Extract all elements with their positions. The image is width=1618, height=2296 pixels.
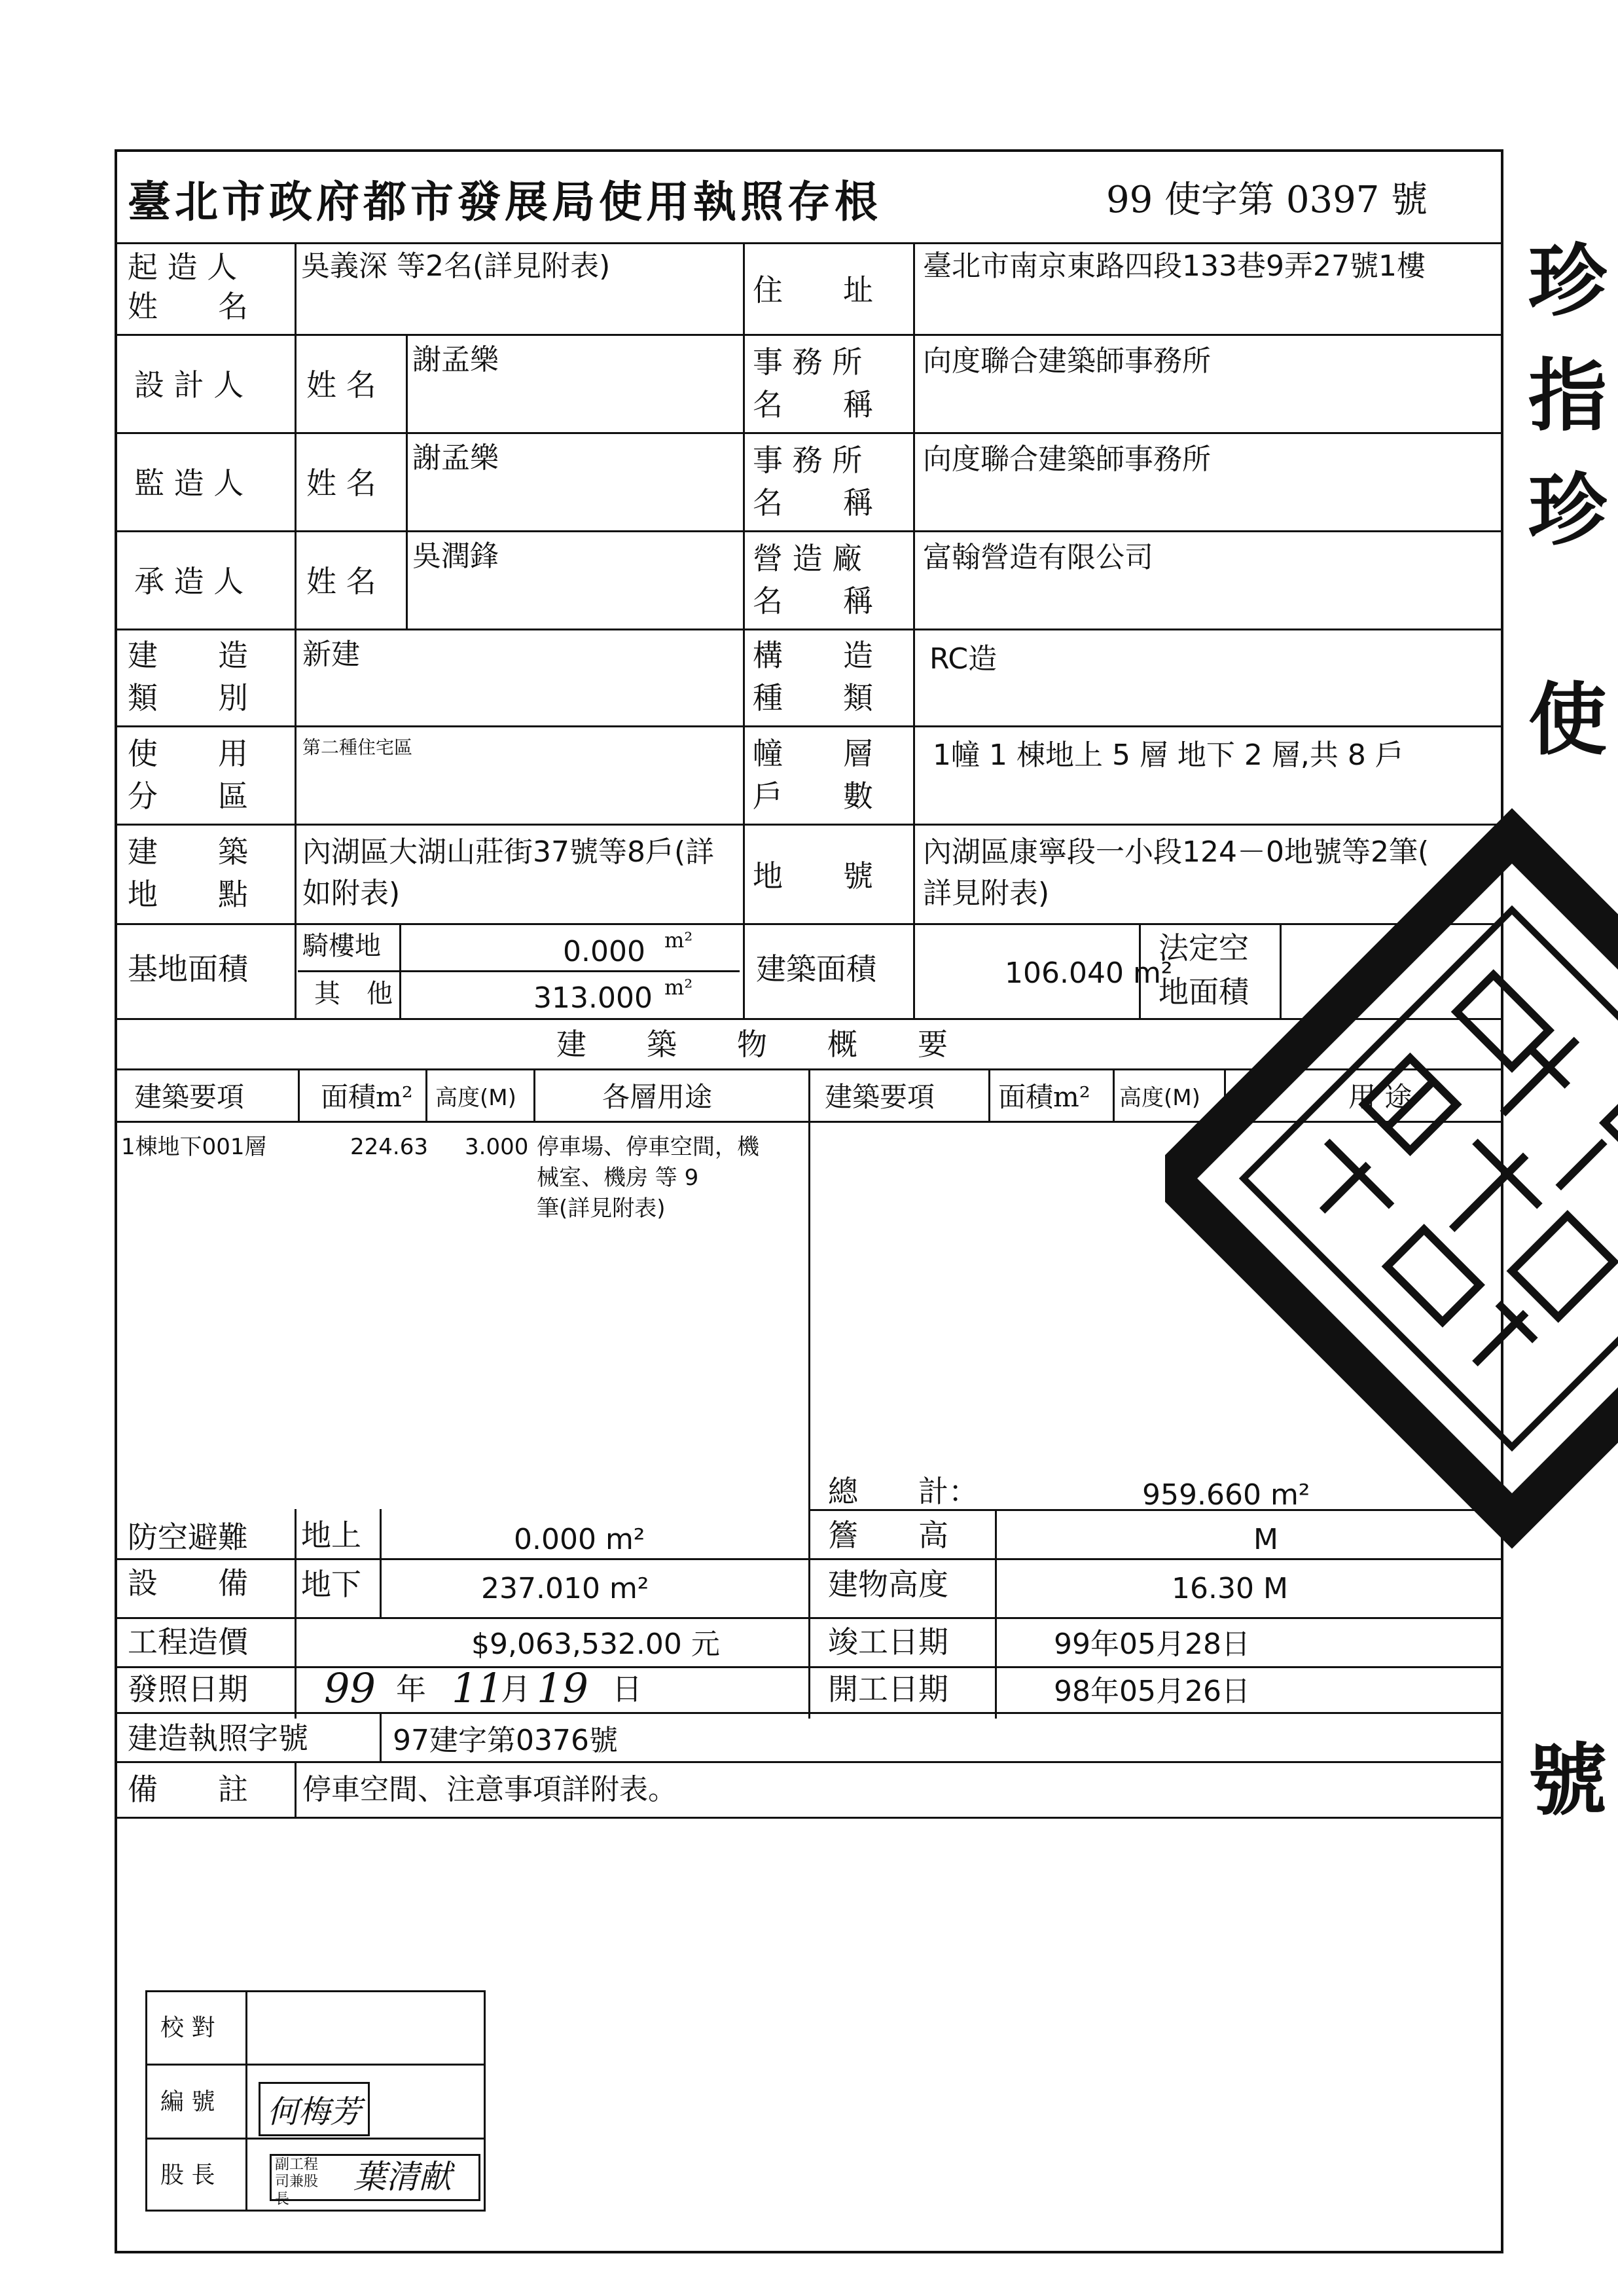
cost-value: $9,063,532.00 元 xyxy=(471,1628,720,1661)
item-use-3: 筆(詳見附表) xyxy=(537,1195,666,1222)
col-area-2: 面積m² xyxy=(998,1081,1090,1113)
eave-value: M xyxy=(1253,1523,1278,1556)
official-seal-stamp xyxy=(1165,773,1618,1584)
col-use: 各層用途 xyxy=(602,1081,713,1113)
building-permit-label: 建造執照字號 xyxy=(128,1721,308,1756)
zoning-label2: 分 區 xyxy=(128,778,248,814)
building-height-value: 16.30 M xyxy=(1172,1572,1288,1605)
side-char-3: 珍 xyxy=(1528,464,1607,556)
structure-label2: 種 類 xyxy=(753,680,873,716)
build-area-label: 建築面積 xyxy=(756,951,876,987)
col-height: 高度(M) xyxy=(435,1085,516,1111)
issue-day-char: 日 xyxy=(612,1671,642,1707)
floors-label2: 戶 數 xyxy=(753,778,873,814)
chief-title: 副工程司兼股長 xyxy=(275,2157,319,2208)
issue-month: 11 xyxy=(452,1664,503,1712)
col-item-2: 建築要項 xyxy=(825,1081,935,1113)
zoning-value: 第二種住宅區 xyxy=(302,737,413,758)
designer-firm-label2: 名 稱 xyxy=(753,387,873,422)
other-value: 313.000 xyxy=(533,981,653,1015)
eave-label: 簷 高 xyxy=(828,1518,948,1553)
item-use-1: 停車場、停車空間，機 xyxy=(537,1134,759,1160)
col-area: 面積m² xyxy=(321,1081,413,1113)
build-type-label2: 類 別 xyxy=(128,680,248,716)
number-stamp: 何梅芳 xyxy=(259,2082,370,2136)
zoning-label: 使 用 xyxy=(128,736,248,771)
floors-value: 1幢 1 棟地上 5 層 地下 2 層,共 8 戶 xyxy=(933,738,1404,772)
chief-stamp: 葉清献 xyxy=(353,2158,452,2196)
applicant-label: 起 造 人 xyxy=(128,249,238,285)
location-value-1: 內湖區大湖山莊街37號等8戶(詳 xyxy=(302,835,715,869)
item-use-2: 械室、機房 等 9 xyxy=(537,1165,699,1191)
side-char-4: 使 xyxy=(1528,674,1607,766)
total-label: 總 計： xyxy=(828,1474,979,1509)
address-label: 住 址 xyxy=(753,272,873,308)
designer-name: 謝孟樂 xyxy=(412,343,499,376)
lot-value-2: 詳見附表) xyxy=(923,877,1050,910)
permit-number: 99 使字第 0397 號 xyxy=(1106,179,1428,221)
location-label2: 地 點 xyxy=(128,877,248,912)
structure-label: 構 造 xyxy=(753,638,873,673)
lot-label: 地 號 xyxy=(753,858,873,894)
supervisor-firm: 向度聯合建築師事務所 xyxy=(923,443,1211,476)
document-title: 臺北市政府都市發展局使用執照存根 xyxy=(128,176,882,227)
other-label: 其 他 xyxy=(314,979,393,1009)
supervisor-firm-label: 事 務 所 xyxy=(753,443,863,478)
below-ground-label: 地下 xyxy=(301,1567,361,1602)
designer-name-label: 姓 名 xyxy=(306,367,376,403)
contractor-firm: 富翰營造有限公司 xyxy=(923,541,1153,574)
build-type-label: 建 造 xyxy=(128,638,248,673)
item-height: 3.000 xyxy=(465,1134,529,1160)
supervisor-name: 謝孟樂 xyxy=(412,441,499,475)
supervisor-label: 監 造 人 xyxy=(134,465,244,501)
col-use-2: 用 途 xyxy=(1348,1081,1412,1113)
item-name: 1棟地下001層 xyxy=(121,1134,267,1160)
check-label: 校 對 xyxy=(160,2014,215,2041)
location-label: 建 築 xyxy=(128,834,248,869)
location-value-2: 如附表) xyxy=(302,877,401,910)
supervisor-name-label: 姓 名 xyxy=(306,465,376,501)
complete-date-value: 99年05月28日 xyxy=(1054,1628,1250,1661)
open-space-label: 法定空 xyxy=(1159,930,1249,966)
build-type-value: 新建 xyxy=(302,638,360,671)
site-area-label: 基地面積 xyxy=(128,951,248,987)
open-space-label2: 地面積 xyxy=(1159,974,1249,1010)
complete-date-label: 竣工日期 xyxy=(828,1624,948,1660)
contractor-firm-label: 營 造 廠 xyxy=(753,541,863,576)
above-ground-value: 0.000 m² xyxy=(514,1523,645,1556)
lot-value-1: 內湖區康寧段一小段124－0地號等2筆( xyxy=(923,835,1429,869)
summary-title: 建 築 物 概 要 xyxy=(556,1027,948,1062)
floors-label: 幢 層 xyxy=(753,736,873,771)
item-area: 224.63 xyxy=(350,1134,428,1160)
note-value: 停車空間、注意事項詳附表。 xyxy=(302,1773,677,1806)
designer-firm-label: 事 務 所 xyxy=(753,344,863,380)
col-item: 建築要項 xyxy=(134,1081,245,1113)
contractor-label: 承 造 人 xyxy=(134,564,244,599)
contractor-name: 吳潤鋒 xyxy=(412,539,499,573)
arcade-unit: m² xyxy=(664,928,693,953)
arcade-label: 騎樓地 xyxy=(302,931,381,961)
build-area-value: 106.040 m² xyxy=(1005,957,1173,990)
address-value: 臺北市南京東路四段133巷9弄27號1樓 xyxy=(923,249,1426,283)
applicant-name-label: 姓 名 xyxy=(128,289,248,324)
above-ground-label: 地上 xyxy=(301,1518,361,1553)
building-permit-value: 97建字第0376號 xyxy=(393,1724,618,1757)
shelter-label2: 設 備 xyxy=(128,1565,248,1601)
applicant-value: 吳義深 等2名(詳見附表) xyxy=(301,249,611,283)
issue-year-char: 年 xyxy=(396,1671,426,1707)
cost-label: 工程造價 xyxy=(128,1624,248,1660)
issue-day: 19 xyxy=(537,1664,588,1712)
issue-month-char: 月 xyxy=(501,1671,531,1707)
contractor-firm-label2: 名 稱 xyxy=(753,583,873,619)
contractor-name-label: 姓 名 xyxy=(306,564,376,599)
designer-label: 設 計 人 xyxy=(134,367,244,403)
start-date-label: 開工日期 xyxy=(828,1671,948,1707)
side-char-5: 號 xyxy=(1528,1734,1607,1827)
other-unit: m² xyxy=(664,975,693,1000)
side-char-1: 珍 xyxy=(1528,235,1607,327)
structure-value: RC造 xyxy=(929,642,998,676)
total-value: 959.660 m² xyxy=(1142,1478,1310,1512)
supervisor-firm-label2: 名 稱 xyxy=(753,485,873,520)
note-label: 備 註 xyxy=(128,1772,248,1807)
start-date-value: 98年05月26日 xyxy=(1054,1675,1250,1708)
col-height-2: 高度(M) xyxy=(1119,1085,1200,1111)
arcade-value: 0.000 xyxy=(563,935,645,968)
shelter-label: 防空避難 xyxy=(128,1520,248,1555)
side-char-2: 指 xyxy=(1528,350,1607,442)
below-ground-value: 237.010 m² xyxy=(481,1572,649,1605)
building-height-label: 建物高度 xyxy=(828,1567,948,1602)
designer-firm: 向度聯合建築師事務所 xyxy=(923,344,1211,378)
issue-year: 99 xyxy=(324,1664,376,1712)
chief-label: 股 長 xyxy=(160,2162,215,2189)
number-label: 編 號 xyxy=(160,2088,215,2115)
issue-date-label: 發照日期 xyxy=(128,1671,248,1707)
